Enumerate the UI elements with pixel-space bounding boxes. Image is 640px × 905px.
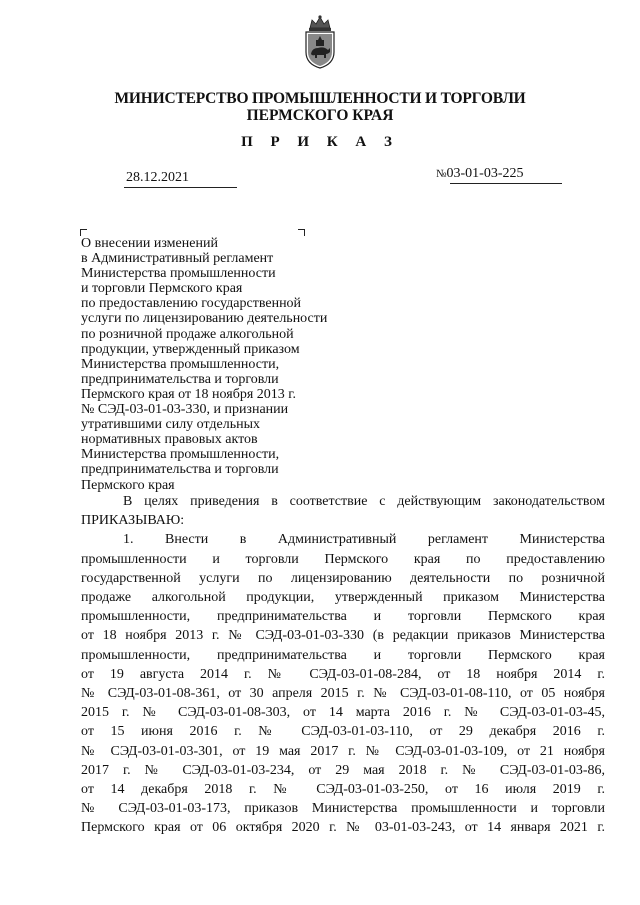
item1-line: 1. Внести в Административный регламент Министерства [123, 532, 605, 548]
subject-line: по розничной продаже алкогольной [81, 326, 294, 342]
number-underline [450, 183, 562, 184]
subject-line: Министерства промышленности [81, 266, 276, 282]
intro-line: В целях приведения в соответствие с действующим законодательством [123, 494, 605, 509]
subject-line: предпринимательства и торговли [81, 371, 279, 387]
item1-line: от 19 августа 2014 г. № СЭД-03-01-08-284, от 18 ноября 2014 г. [81, 666, 605, 682]
subject-line: по предоставлению государственной [81, 296, 302, 312]
order-number: 03-01-03-225 [446, 166, 524, 181]
document-type-title: П Р И К А З [241, 134, 399, 150]
subject-line: Министерства промышленности, [81, 447, 280, 463]
subject-bracket-right [298, 229, 305, 236]
item1-line: 2015 г. № СЭД-03-01-08-303, от 14 марта 2016 г. № СЭД-03-01-03-45, [81, 705, 605, 721]
item1-line: промышленности, предпринимательства и торговли Пермского края [81, 647, 605, 663]
date-underline [124, 187, 237, 188]
ministry-name-line2: ПЕРМСКОГО КРАЯ [246, 107, 394, 124]
subject-line: продукции, утвержденный приказом [81, 341, 300, 357]
number-sign: № [436, 168, 447, 180]
item1-line: 2017 г. № СЭД-03-01-03-234, от 29 мая 2018 г. № СЭД-03-01-03-86, [81, 762, 605, 778]
item1-line: от 14 декабря 2018 г. № СЭД-03-01-03-250, от 16 июля 2019 г. [81, 782, 605, 798]
subject-line: О внесении изменений [81, 236, 218, 251]
subject-line: № СЭД-03-01-03-330, и признании [81, 402, 289, 418]
subject-line: услуги по лицензированию деятельности [81, 311, 328, 327]
item1-line: продаже алкогольной продукции, утвержденный приказом Министерства [81, 590, 605, 606]
item1-line: Пермского края от 06 октября 2020 г. № 03-01-03-243, от 14 января 2021 г. [81, 820, 605, 836]
item1-line: № СЭД-03-01-03-301, от 19 мая 2017 г. № СЭД-03-01-03-109, от 21 ноября [81, 743, 605, 759]
order-body [81, 492, 605, 838]
subject-line: и торговли Пермского края [81, 281, 243, 297]
item1-line: от 15 июня 2016 г. № СЭД-03-01-03-110, от 29 декабря 2016 г. [81, 724, 605, 740]
ministry-name-line1: МИНИСТЕРСТВО ПРОМЫШЛЕННОСТИ И ТОРГОВЛИ [114, 90, 526, 107]
item1-line: государственной услуги по лицензированию деятельности по розничной [81, 570, 605, 586]
item1-line: от 18 ноября 2013 г. № СЭД-03-01-03-330 (в редакции приказов Министерства [81, 628, 605, 644]
item1-line: № СЭД-03-01-08-361, от 30 апреля 2015 г. № СЭД-03-01-08-110, от 05 ноября [81, 686, 605, 702]
subject-line: Министерства промышленности, [81, 356, 280, 372]
subject-line: в Административный регламент [81, 251, 274, 267]
item1-line: № СЭД-03-01-03-173, приказов Министерства промышленности и торговли [81, 801, 605, 817]
subject-line: предпринимательства и торговли [81, 462, 279, 478]
subject-bracket-left [80, 229, 87, 236]
subject-line: Пермского края [81, 477, 175, 493]
order-date: 28.12.2021 [126, 170, 189, 185]
coat-of-arms-icon [298, 14, 342, 70]
item1-line: промышленности и торговли Пермского края по предоставлению [81, 551, 605, 567]
subject-line: нормативных правовых актов [81, 432, 258, 448]
subject-line: утратившими силу отдельных [81, 417, 261, 433]
directive-word: ПРИКАЗЫВАЮ: [81, 513, 185, 529]
item1-line: промышленности, предпринимательства и торговли Пермского края [81, 609, 605, 625]
subject-line: Пермского края от 18 ноября 2013 г. [81, 386, 296, 402]
order-subject [81, 236, 371, 493]
order-number-block [436, 166, 524, 182]
